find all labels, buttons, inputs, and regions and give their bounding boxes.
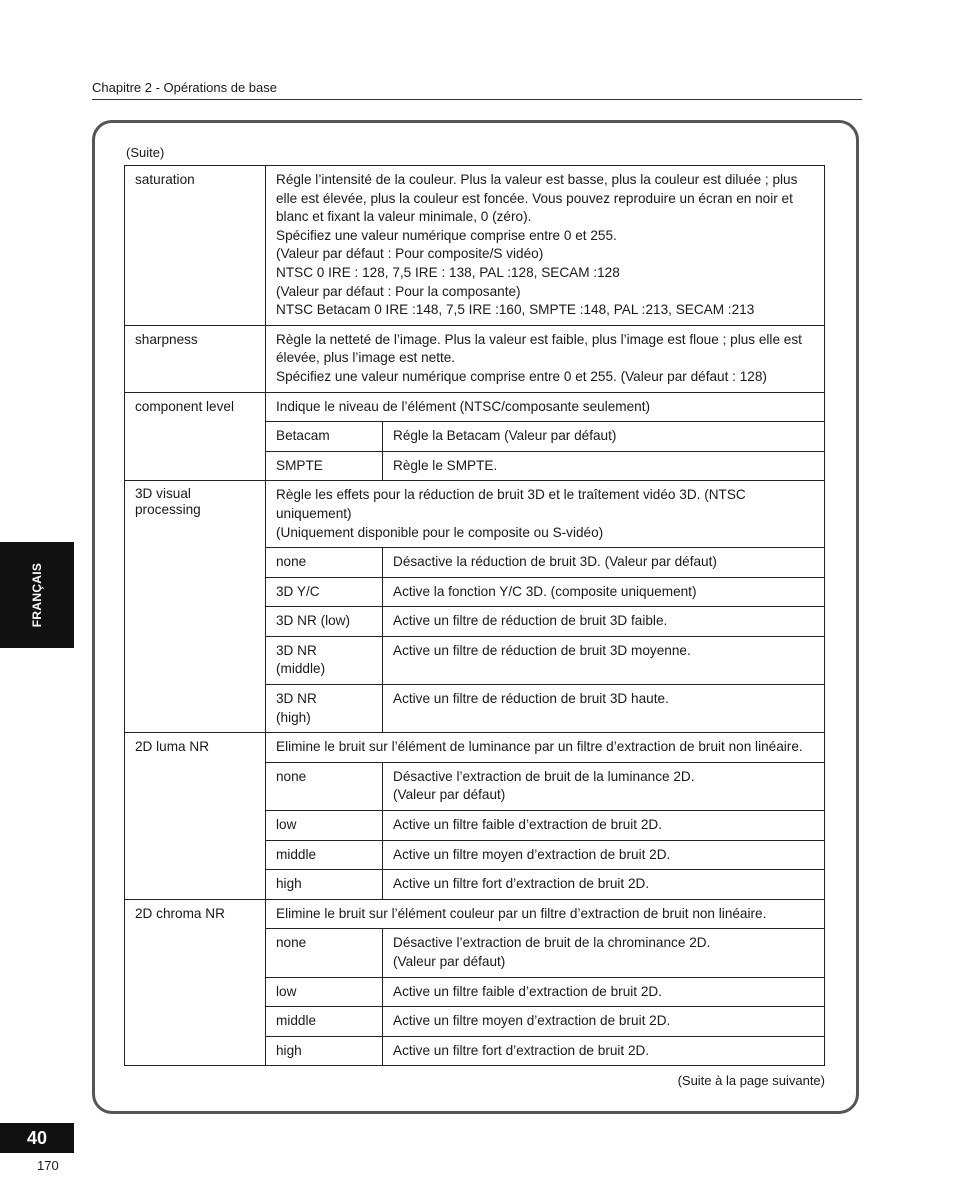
option-description: Désactive l’extraction de bruit de la luminance 2D. (Valeur par défaut) <box>383 762 825 810</box>
row-description: Règle la netteté de l’image. Plus la valeur est faible, plus l’image est floue ; plus elle est élevée, plus l’image est nette. Spécifiez une valeur numérique comprise entre 0 et 255. (Valeur par défaut : 128) <box>266 325 825 392</box>
option-name: 3D NR (low) <box>266 607 383 637</box>
page-number: 40 <box>0 1123 74 1153</box>
option-name: 3D NR (high) <box>266 685 383 733</box>
row-description: Régle l’intensité de la couleur. Plus la valeur est basse, plus la couleur est diluée ; plus elle est élevée, plus la couleur est foncée. Vous pouvez reproduire un écran en noir et blanc et fixant la valeur minimale, 0 (zéro). Spécifiez une valeur numérique comprise entre 0 et 255. (Valeur par défaut : Pour composite/S vidéo) NTSC 0 IRE : 128, 7,5 IRE : 138, PAL :128, SECAM :128 (Valeur par défaut : Pour la composante) NTSC Betacam 0 IRE :148, 7,5 IRE :160, SMPTE :148, PAL :213, SECAM :213 <box>266 166 825 326</box>
row-description: Indique le niveau de l’élément (NTSC/composante seulement) <box>266 392 825 422</box>
option-description: Active un filtre moyen d’extraction de bruit 2D. <box>383 1007 825 1037</box>
option-name: SMPTE <box>266 451 383 481</box>
row-key: saturation <box>125 166 266 326</box>
settings-table <box>124 165 825 1066</box>
language-label: FRANÇAIS <box>30 562 44 628</box>
option-name: high <box>266 870 383 900</box>
option-name: middle <box>266 1007 383 1037</box>
row-description: Elimine le bruit sur l’élément couleur par un filtre d’extraction de bruit non linéaire. <box>266 899 825 929</box>
option-description: Active un filtre de réduction de bruit 3D moyenne. <box>383 636 825 684</box>
table-row <box>125 481 825 548</box>
option-description: Active un filtre fort d’extraction de bruit 2D. <box>383 1036 825 1066</box>
row-key: sharpness <box>125 325 266 392</box>
option-description: Désactive la réduction de bruit 3D. (Valeur par défaut) <box>383 548 825 578</box>
option-description: Règle le SMPTE. <box>383 451 825 481</box>
option-description: Active un filtre fort d’extraction de bruit 2D. <box>383 870 825 900</box>
option-name: none <box>266 762 383 810</box>
option-description: Active un filtre de réduction de bruit 3D faible. <box>383 607 825 637</box>
option-description: Désactive l’extraction de bruit de la chrominance 2D. (Valeur par défaut) <box>383 929 825 977</box>
option-name: low <box>266 811 383 841</box>
row-description: Elimine le bruit sur l’élément de luminance par un filtre d’extraction de bruit non linéaire. <box>266 733 825 763</box>
option-name: none <box>266 548 383 578</box>
option-name: 3D Y/C <box>266 577 383 607</box>
table-row <box>125 733 825 763</box>
chapter-header: Chapitre 2 - Opérations de base <box>92 80 862 100</box>
option-name: 3D NR (middle) <box>266 636 383 684</box>
option-description: Active un filtre moyen d’extraction de bruit 2D. <box>383 840 825 870</box>
row-key: 3D visual processing <box>125 481 266 733</box>
option-description: Active un filtre de réduction de bruit 3D haute. <box>383 685 825 733</box>
table-row <box>125 392 825 422</box>
option-name: none <box>266 929 383 977</box>
option-name: middle <box>266 840 383 870</box>
row-key: 2D chroma NR <box>125 899 266 1066</box>
row-key: 2D luma NR <box>125 733 266 900</box>
option-description: Active un filtre faible d’extraction de bruit 2D. <box>383 977 825 1007</box>
table-row <box>125 166 825 326</box>
language-side-tab <box>0 542 74 648</box>
option-name: Betacam <box>266 422 383 452</box>
continued-label-top: (Suite) <box>126 145 165 160</box>
option-description: Active un filtre faible d’extraction de bruit 2D. <box>383 811 825 841</box>
table-row <box>125 899 825 929</box>
row-key: component level <box>125 392 266 481</box>
continued-label-bottom: (Suite à la page suivante) <box>677 1073 825 1088</box>
page-sub-number: 170 <box>37 1158 59 1173</box>
option-description: Régle la Betacam (Valeur par défaut) <box>383 422 825 452</box>
row-description: Règle les effets pour la réduction de bruit 3D et le traîtement vidéo 3D. (NTSC uniquement) (Uniquement disponible pour le composite ou S-vidéo) <box>266 481 825 548</box>
table-row <box>125 325 825 392</box>
option-name: low <box>266 977 383 1007</box>
option-name: high <box>266 1036 383 1066</box>
option-description: Active la fonction Y/C 3D. (composite uniquement) <box>383 577 825 607</box>
